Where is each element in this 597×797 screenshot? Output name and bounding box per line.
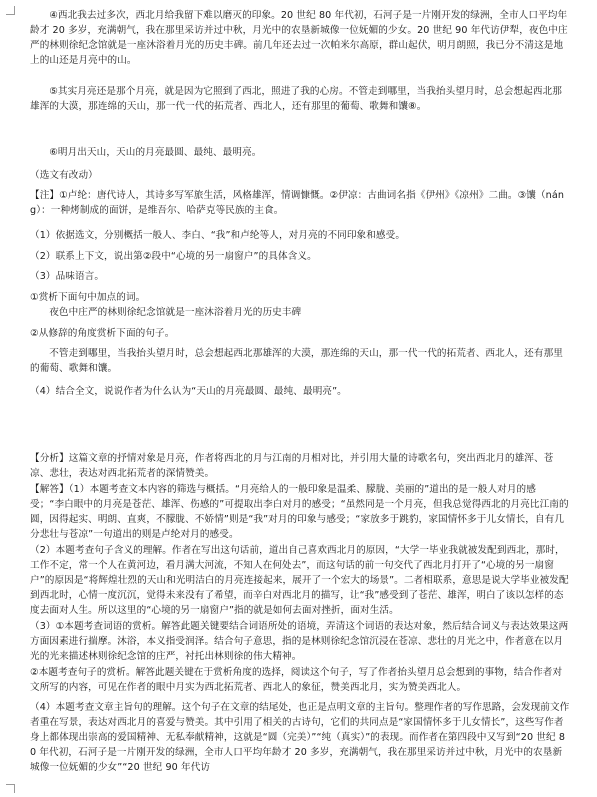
source-note: （选文有改动） [30, 170, 98, 181]
annotation-note: 【注】①卢纶：唐代诗人，其诗多写军旅生活，风格雄浑，情调慷慨。②伊凉：古曲词名指《伊州》《凉州》二曲。③馕（náng）：一种烤制成的面饼，是维吾尔、哈萨克等民族的主食。 [30, 190, 565, 216]
paragraph-6: ⑥明月出天山，天山的月亮最圆、最纯、最明亮。 [49, 147, 262, 158]
question-3-2: ②从修辞的角度赏析下面的句子。 [30, 328, 175, 339]
question-1: （1）依据选文，分别概括一般人、李白、“我”和卢纶等人，对月亮的不同印象和感受。 [30, 230, 406, 241]
answer-solution-3a: （3）①本题考查词语的赏析。解答此题关键要结合词语所处的语境，弄清这个词语的表达对象，然后结合词义与表达效果这两方面因素进行揣摩。沐浴，本义指受润泽。结合句子意思，指的是林则徐纪念馆沉浸在苍凉、悲壮的月光之中，作者意在以月光的光来描述林则徐纪念馆的庄严，衬托出林则徐的伟大精神。 [30, 621, 569, 662]
paragraph-4: ④西北我去过多次，西北月给我留下难以磨灭的印象。20 世纪 80 年代初，石河子是一片刚开发的绿洲，全市人口平均年龄才 20 多岁，充满朝气，我在那里采访并过中秋，月光中的农垦新城像一位妩媚的少女。20 世纪 90 年代访伊犁，夜色中庄严的林则徐纪念馆就是一座沐浴着月光的历史丰碑。前几年还去过一次帕米尔高原，群山起伏，明月朗照，我已分不清这是地上的山还是月亮中的山。 [30, 10, 568, 66]
question-3-1-sentence: 夜色中庄严的林则徐纪念馆就是一座沐浴着月光的历史丰碑 [49, 307, 302, 318]
answer-analysis: 【分析】这篇文章的抒情对象是月亮，作者将西北的月与江南的月相对比，并引用大量的诗歌名句，突出西北月的雄浑、苍凉、悲壮，表达对西北拓荒者的深情赞美。 [30, 453, 554, 479]
answer-solution-1: 【解答】（1）本题考查文本内容的筛选与概括。“月亮给人的一般印象是温柔、朦胧、美丽的”道出的是一般人对月的感受；“李白眼中的月亮是苍茫、雄浑、伤感的”可提取出李白对月的感受；“虽然同是一个月亮，但我总觉得西北的月亮比江南的圆，因得起实、明朗、直爽，不朦胧、不娇情”则是“我”对月的印象与感受；“家放多于跳豹，家国情怀多于儿女情长，自有几分悲壮与苍凉”一句道出的则是卢纶对月的感受。 [30, 484, 569, 540]
question-2: （2）联系上下文，说出第②段中“心境的另一扇窗户”的具体含义。 [30, 251, 317, 262]
answer-solution-4: （4）本题考查文章主旨句的理解。这个句子在文章的结尾处，也正是点明文章的主旨句。整理作者的写作思路，会发现前文作者重在写景，表达对西北月的喜爱与赞美。其中引用了相关的古诗句，它们的共同点是“家国情怀多于儿女情长”，这些写作者身上都体现出崇高的爱国精神、无私奉献精神，这就是“圆（完美）”“纯（真实）”的表现。而作者在第四段中又写到“20 世纪 80 年代初，石河子是一片刚开发的绿洲，全市人口平均年龄才 20 多岁，充满朝气，我在那里采访并过中秋，月光中的农垦新城像一位妩媚的少女”“20 世纪 90 年代访 [30, 702, 570, 773]
answer-solution-2: （2）本题考查句子含义的理解。作者在写出这句话前，道出自己喜欢西北月的原因，“大学一毕业我就被发配到西北，那时，工作不定，常一个人在黄河边，看月满大河流，不知人在何处去”，而这句话的前一句交代了西北月打开了“心境的另一扇窗户”的原因是“将辉煌壮烈的天山和光明洁白的月亮连接起来，展开了一个宏大的场景”。二者相联系，意思是说大学毕业被发配到西北时，心情一度沉沉，觉得未来没有了希望，而辛白对西北月的描写，让“我”感受到了苍茫、雄浑，明白了该以怎样的态度去面对人生。所以这里的“心境的另一扇窗户”指的就是如何去面对挫折，面对生活。 [30, 545, 569, 616]
page-corner-mark [6, 784, 15, 793]
question-3-1: ①赏析下面句中加点的词。 [30, 292, 146, 303]
question-3: （3）品味语言。 [30, 271, 105, 282]
question-3-2-sentence: 不管走到哪里，当我抬头望月时，总会想起西北那雄浑的大漠，那连绵的天山，那一代一代的拓荒者、西北人，还有那里的葡萄、歌舞和馕。 [30, 348, 563, 374]
page-corner-mark [6, 6, 15, 15]
paragraph-5: ⑤其实月亮还是那个月亮，就是因为它照到了西北，照进了我的心房。不管走到哪里，当我抬头望月时，总会想起西北那雄浑的大漠，那连绵的天山，那一代一代的拓荒者、西北人，还有那里的葡萄、歌舞和馕⑧。 [30, 86, 562, 112]
answer-solution-3b: ②本题考查句子的赏析。解答此题关键在于赏析角度的选择，阅读这个句子，写了作者抬头望月总会想到的事物，结合作者对文所写的内容，可见在作者的眼中月实为西北拓荒者、西北人的象征，赞美西北月，实为赞美西北人。 [30, 667, 563, 693]
question-4: （4）结合全文，说说作者为什么认为“天山的月亮最圆、最纯、最明亮”。 [30, 386, 347, 397]
